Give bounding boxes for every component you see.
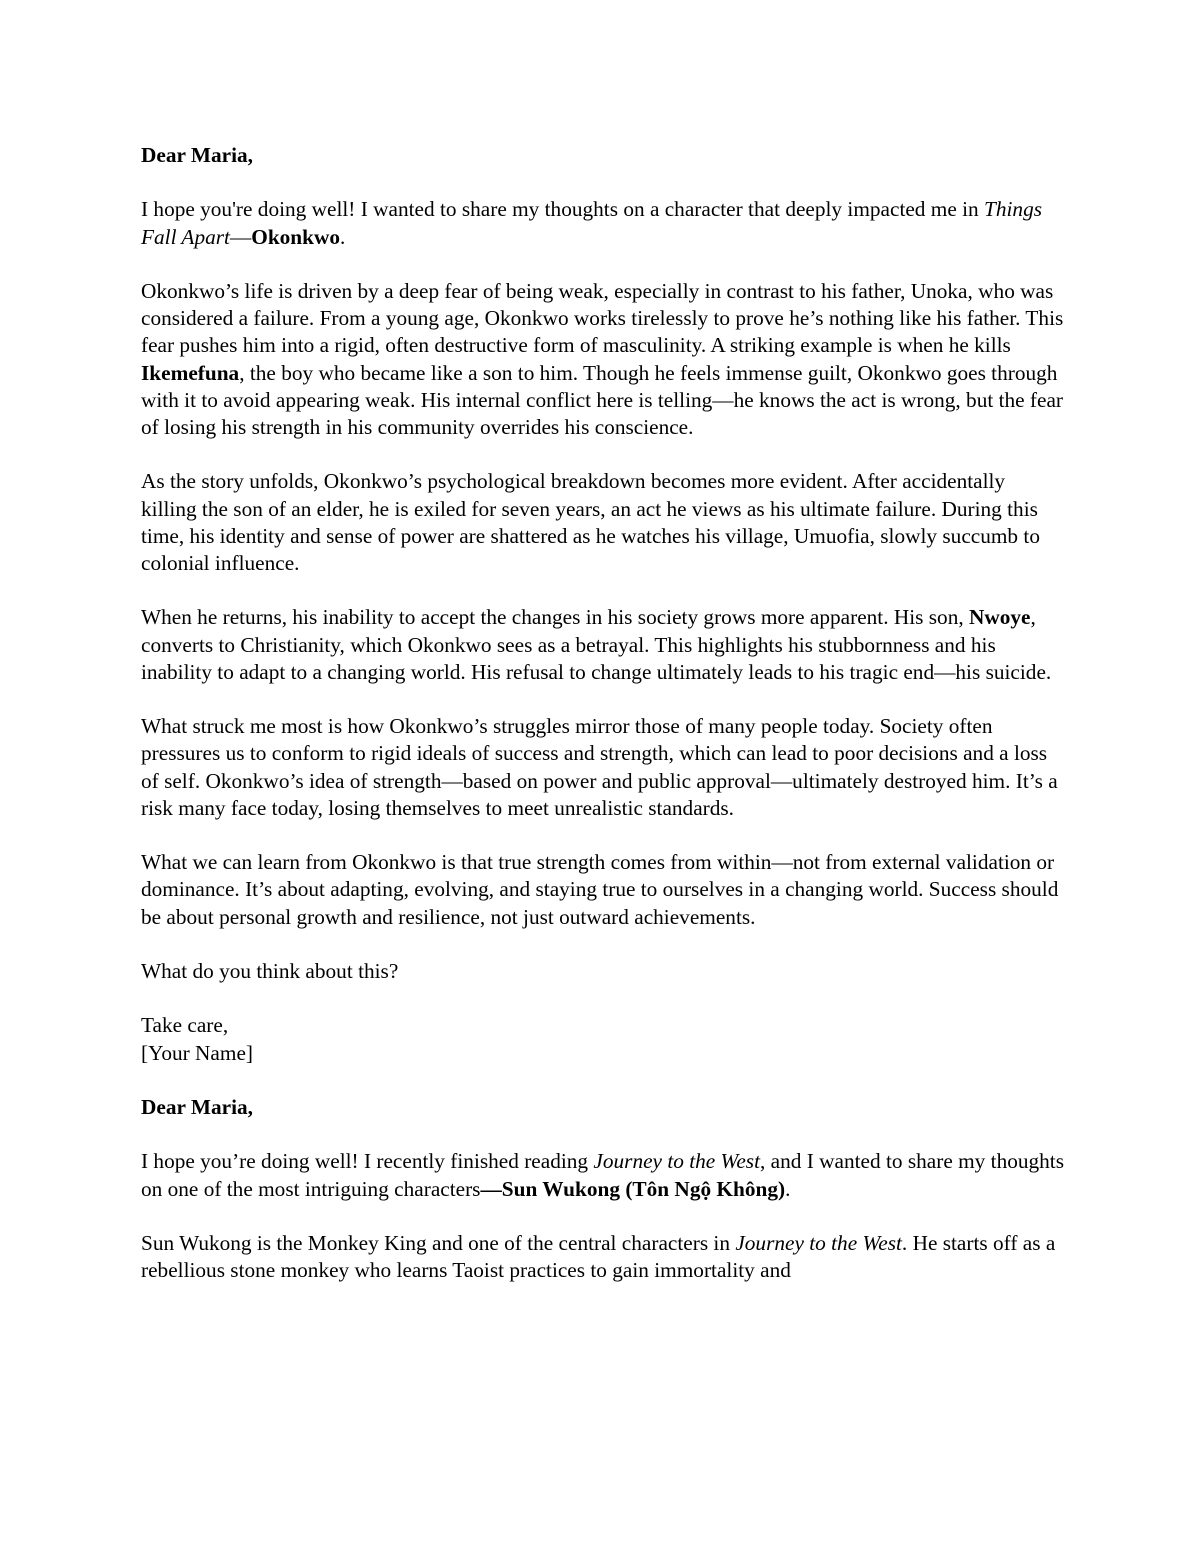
book-title: Journey to the West bbox=[593, 1149, 760, 1174]
paragraph bbox=[141, 1148, 1066, 1202]
character-name: Okonkwo bbox=[251, 224, 341, 249]
book-title: Journey to the West bbox=[735, 1230, 902, 1255]
text-run: . bbox=[340, 224, 346, 249]
signature: [Your Name] bbox=[141, 1040, 253, 1065]
text-run: When he returns, his inability to accept the changes in his society grows more apparent. His son, bbox=[141, 605, 969, 630]
text-run: , converts to Christianity, which Okonkwo sees as a betrayal. This highlights his stubbornness and his inability to adapt to a changing world. His refusal to change ultimately leads to his tragic end—his suicide. bbox=[141, 605, 1052, 684]
text-run: , the boy who became like a son to him. Though he feels immense guilt, Okonkwo goes through with it to avoid appearing weak. His internal conflict here is telling—he knows the act is wrong, but the fear of losing his strength in his community overrides his conscience. bbox=[141, 360, 1064, 439]
text-run: I hope you're doing well! I wanted to share my thoughts on a character that deeply impacted me in bbox=[141, 197, 985, 222]
text-run: I hope you’re doing well! I recently finished reading bbox=[141, 1149, 594, 1174]
text-run: , and I wanted to share my thoughts on one of the most intriguing characters bbox=[141, 1149, 1065, 1201]
paragraph: What struck me most is how Okonkwo’s struggles mirror those of many people today. Society often pressures us to conform to rigid ideals of success and strength, which can lead to poor decisions and a loss of self. Okonkwo’s idea of strength—based on power and public approval—ultimately destroyed him. It’s a risk many face today, losing themselves to meet unrealistic standards. bbox=[141, 714, 1058, 820]
paragraph bbox=[141, 196, 1066, 250]
closing: Take care, bbox=[141, 1013, 229, 1038]
paragraph: What we can learn from Okonkwo is that true strength comes from within—not from external validation or dominance. It’s about adapting, evolving, and staying true to ourselves in a changing world. Success should be about personal growth and resilience, not just outward achievements. bbox=[141, 850, 1059, 929]
document-page bbox=[141, 142, 1066, 1312]
character-name: Nwoye bbox=[969, 605, 1031, 630]
character-name: Ikemefuna bbox=[141, 360, 240, 385]
text-run: Sun Wukong is the Monkey King and one of the central characters in bbox=[141, 1230, 736, 1255]
salutation: Dear Maria, bbox=[141, 1094, 253, 1119]
book-title: Things Fall Apart bbox=[141, 197, 1043, 249]
text-run: . bbox=[785, 1176, 791, 1201]
paragraph bbox=[141, 1230, 1066, 1284]
paragraph: As the story unfolds, Okonkwo’s psychological breakdown becomes more evident. After accidentally killing the son of an elder, he is exiled for seven years, an act he views as his ultimate failure. During this time, his identity and sense of power are shattered as he watches his village, Umuofia, slowly succumb to colonial influence. bbox=[141, 469, 1040, 575]
text-run: — bbox=[229, 224, 252, 249]
paragraph bbox=[141, 604, 1066, 686]
paragraph bbox=[141, 278, 1066, 441]
character-name: —Sun Wukong (Tôn Ngộ Không) bbox=[480, 1176, 786, 1201]
salutation: Dear Maria, bbox=[141, 143, 253, 167]
paragraph: What do you think about this? bbox=[141, 958, 399, 983]
text-run: Okonkwo’s life is driven by a deep fear of being weak, especially in contrast to his father, Unoka, who was considered a failure. From a young age, Okonkwo works tirelessly to prove he’s nothing like his father. This fear pushes him into a rigid, often destructive form of masculinity. A striking example is when he kills bbox=[141, 278, 1064, 358]
text-run: . He starts off as a rebellious stone monkey who learns Taoist practices to gain immortality and bbox=[141, 1230, 1056, 1283]
